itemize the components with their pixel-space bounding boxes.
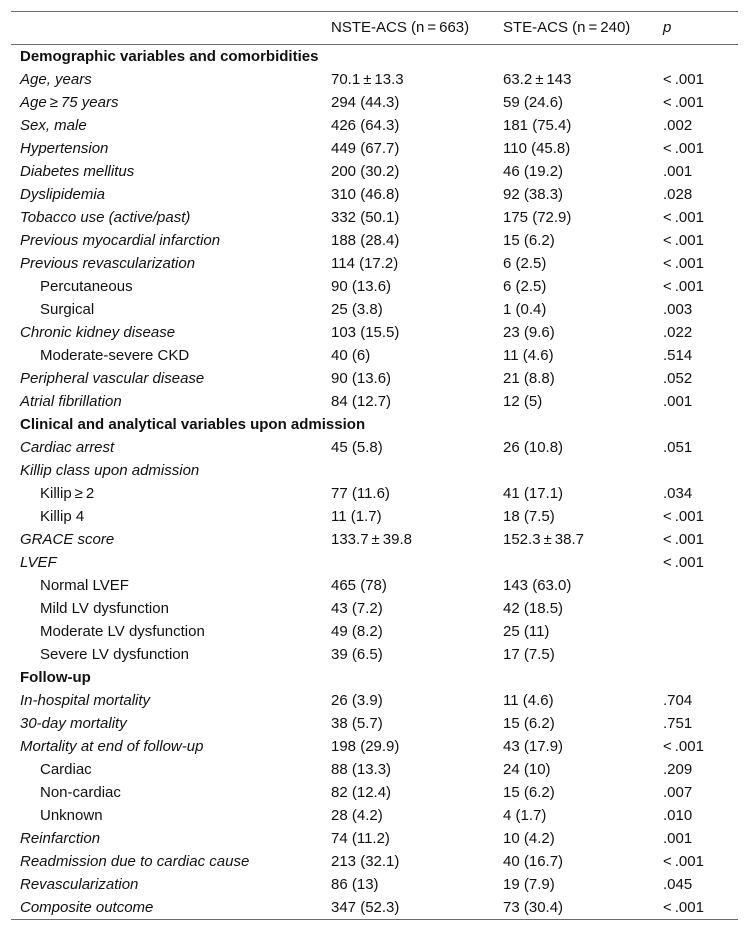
nste-acs-cell: 103 (15.5) (331, 324, 400, 341)
nste-acs-cell: 39 (6.5) (331, 646, 383, 663)
nste-acs-cell: 26 (3.9) (331, 692, 383, 709)
nste-acs-cell (322, 459, 494, 482)
p-value-cell (654, 620, 738, 643)
p-value-cell (654, 597, 738, 620)
p-value-cell: < .001 (663, 140, 704, 157)
ste-acs-cell: 92 (38.3) (503, 186, 564, 203)
variable-cell: 30-day mortality (20, 715, 127, 732)
p-value-cell: .034 (663, 485, 693, 502)
p-value-cell (654, 459, 738, 482)
table-row (11, 781, 738, 804)
p-value-cell: .209 (663, 761, 693, 778)
nste-acs-cell: 45 (5.8) (331, 439, 383, 456)
ste-acs-cell: 18 (7.5) (503, 508, 555, 525)
variable-cell: Killip ≥ 2 (40, 485, 95, 502)
p-value-cell: < .001 (663, 209, 704, 226)
ste-acs-cell: 73 (30.4) (503, 899, 564, 916)
p-value-cell (654, 574, 738, 597)
table-row (11, 758, 738, 781)
table-row (11, 689, 738, 712)
p-value-cell: .010 (663, 807, 693, 824)
p-value-cell: < .001 (663, 899, 704, 916)
ste-acs-cell: 40 (16.7) (503, 853, 564, 870)
variable-cell: Cardiac (40, 761, 92, 778)
p-value-cell: < .001 (663, 232, 704, 249)
p-value-cell: .001 (663, 393, 693, 410)
ste-acs-cell: 23 (9.6) (503, 324, 555, 341)
ste-acs-cell: 41 (17.1) (503, 485, 564, 502)
table-row (11, 183, 738, 206)
ste-acs-cell: 17 (7.5) (503, 646, 555, 663)
ste-acs-cell: 152.3 ± 38.7 (503, 531, 584, 548)
ste-acs-cell: 11 (4.6) (503, 347, 554, 364)
p-value-cell (654, 643, 738, 666)
variable-cell: In-hospital mortality (20, 692, 151, 709)
nste-acs-cell: 200 (30.2) (331, 163, 400, 180)
nste-acs-cell: 90 (13.6) (331, 278, 392, 295)
nste-acs-cell (322, 551, 494, 574)
ste-acs-cell: 42 (18.5) (503, 600, 564, 617)
variable-cell: LVEF (20, 554, 57, 571)
table-row (11, 114, 738, 137)
nste-acs-cell: 82 (12.4) (331, 784, 392, 801)
p-value-cell: .028 (663, 186, 693, 203)
table-row (11, 574, 738, 597)
header-variable (11, 12, 322, 45)
ste-acs-cell: 10 (4.2) (503, 830, 555, 847)
table-row (11, 390, 738, 413)
variable-cell: Hypertension (20, 140, 109, 157)
table-row (11, 206, 738, 229)
variable-cell: Previous myocardial infarction (20, 232, 221, 249)
p-value-cell: .045 (663, 876, 693, 893)
ste-acs-cell: 46 (19.2) (503, 163, 564, 180)
table-row (11, 827, 738, 850)
variable-cell: Previous revascularization (20, 255, 196, 272)
table-header (11, 12, 738, 45)
table-row (11, 160, 738, 183)
variable-cell: Age ≥ 75 years (20, 94, 119, 111)
nste-acs-cell: 294 (44.3) (331, 94, 400, 111)
table-row (11, 804, 738, 827)
ste-acs-cell: 26 (10.8) (503, 439, 564, 456)
ste-acs-cell: 6 (2.5) (503, 278, 547, 295)
nste-acs-cell: 86 (13) (331, 876, 379, 893)
table-row (11, 735, 738, 758)
table-row (11, 275, 738, 298)
variable-cell: Non-cardiac (40, 784, 121, 801)
nste-acs-cell: 198 (29.9) (331, 738, 400, 755)
variable-cell: Peripheral vascular disease (20, 370, 205, 387)
ste-acs-cell: 6 (2.5) (503, 255, 547, 272)
ste-acs-cell (494, 551, 654, 574)
table-row (11, 137, 738, 160)
variable-cell: Normal LVEF (40, 577, 129, 594)
p-value-cell: .022 (663, 324, 693, 341)
ste-acs-cell: 12 (5) (503, 393, 543, 410)
table-row (11, 436, 738, 459)
p-value-cell: < .001 (663, 554, 704, 571)
variable-cell: Reinfarction (20, 830, 101, 847)
variable-cell: Mild LV dysfunction (40, 600, 169, 617)
p-value-cell: < .001 (663, 738, 704, 755)
table-row (11, 528, 738, 551)
ste-acs-cell: 15 (6.2) (503, 715, 555, 732)
nste-acs-cell: 449 (67.7) (331, 140, 400, 157)
table-row (11, 597, 738, 620)
nste-acs-cell: 88 (13.3) (331, 761, 392, 778)
table-row (11, 873, 738, 896)
section-row (11, 45, 738, 69)
variable-cell: Moderate-severe CKD (40, 347, 190, 364)
table-row (11, 551, 738, 574)
header-nste-acs: NSTE-ACS (n = 663) (331, 19, 470, 36)
nste-acs-cell: 74 (11.2) (331, 830, 390, 847)
table-row (11, 321, 738, 344)
table-row (11, 459, 738, 482)
table-row (11, 896, 738, 919)
header-ste-acs: STE-ACS (n = 240) (503, 19, 631, 36)
nste-acs-cell: 133.7 ± 39.8 (331, 531, 412, 548)
section-title: Demographic variables and comorbidities (20, 48, 319, 65)
comparison-table-container (11, 11, 738, 920)
table-row (11, 643, 738, 666)
p-value-cell: < .001 (663, 255, 704, 272)
table-row (11, 482, 738, 505)
table-row (11, 298, 738, 321)
nste-acs-cell: 40 (6) (331, 347, 371, 364)
nste-acs-cell: 70.1 ± 13.3 (331, 71, 404, 88)
p-value-cell: < .001 (663, 71, 704, 88)
header-row (11, 12, 738, 45)
variable-cell: Percutaneous (40, 278, 133, 295)
section-title: Clinical and analytical variables upon admission (20, 416, 366, 433)
nste-acs-cell: 347 (52.3) (331, 899, 400, 916)
ste-acs-cell: 24 (10) (503, 761, 551, 778)
nste-acs-cell: 114 (17.2) (331, 255, 399, 272)
ste-acs-cell: 63.2 ± 143 (503, 71, 572, 88)
p-value-cell: < .001 (663, 278, 704, 295)
variable-cell: Composite outcome (20, 899, 154, 916)
nste-acs-cell: 465 (78) (331, 577, 387, 594)
p-value-cell: .001 (663, 163, 693, 180)
ste-acs-cell: 21 (8.8) (503, 370, 555, 387)
nste-acs-cell: 213 (32.1) (331, 853, 400, 870)
variable-cell: Severe LV dysfunction (40, 646, 189, 663)
variable-cell: Unknown (40, 807, 103, 824)
nste-acs-cell: 426 (64.3) (331, 117, 400, 134)
nste-acs-cell: 77 (11.6) (331, 485, 390, 502)
p-value-cell: .052 (663, 370, 693, 387)
ste-acs-cell: 25 (11) (503, 623, 550, 640)
variable-cell: Atrial fibrillation (20, 393, 122, 410)
variable-cell: Age, years (20, 71, 92, 88)
table-row (11, 252, 738, 275)
nste-acs-cell: 11 (1.7) (331, 508, 382, 525)
ste-acs-cell: 175 (72.9) (503, 209, 572, 226)
nste-acs-cell: 188 (28.4) (331, 232, 400, 249)
ste-acs-cell: 15 (6.2) (503, 784, 555, 801)
table-row (11, 229, 738, 252)
table-row (11, 505, 738, 528)
nste-acs-cell: 38 (5.7) (331, 715, 383, 732)
ste-acs-cell: 181 (75.4) (503, 117, 572, 134)
p-value-cell: .704 (663, 692, 693, 709)
variable-cell: Surgical (40, 301, 95, 318)
variable-cell: Revascularization (20, 876, 139, 893)
ste-acs-cell: 59 (24.6) (503, 94, 564, 111)
nste-acs-cell: 25 (3.8) (331, 301, 383, 318)
nste-acs-cell: 84 (12.7) (331, 393, 392, 410)
variable-cell: GRACE score (20, 531, 115, 548)
p-value-cell: < .001 (663, 94, 704, 111)
variable-cell: Dyslipidemia (20, 186, 106, 203)
table-row (11, 68, 738, 91)
variable-cell: Diabetes mellitus (20, 163, 135, 180)
variable-cell: Chronic kidney disease (20, 324, 176, 341)
p-value-cell: .003 (663, 301, 693, 318)
ste-acs-cell: 4 (1.7) (503, 807, 547, 824)
p-value-cell: < .001 (663, 531, 704, 548)
variable-cell: Tobacco use (active/past) (20, 209, 191, 226)
p-value-cell: .001 (663, 830, 693, 847)
section-title: Follow-up (20, 669, 91, 686)
nste-acs-cell: 49 (8.2) (331, 623, 383, 640)
p-value-cell: .007 (663, 784, 693, 801)
table-row (11, 620, 738, 643)
table-body (11, 45, 738, 920)
ste-acs-cell: 11 (4.6) (503, 692, 554, 709)
ste-acs-cell: 43 (17.9) (503, 738, 564, 755)
p-value-cell: .751 (663, 715, 693, 732)
nste-acs-cell: 28 (4.2) (331, 807, 383, 824)
nste-acs-cell: 332 (50.1) (331, 209, 400, 226)
table-row (11, 367, 738, 390)
header-p-value: p (663, 19, 672, 36)
ste-acs-cell: 110 (45.8) (503, 140, 571, 157)
variable-cell: Moderate LV dysfunction (40, 623, 205, 640)
ste-acs-cell (494, 459, 654, 482)
p-value-cell: .002 (663, 117, 693, 134)
variable-cell: Readmission due to cardiac cause (20, 853, 250, 870)
p-value-cell: < .001 (663, 853, 704, 870)
table-row (11, 344, 738, 367)
variable-cell: Killip class upon admission (20, 462, 200, 479)
p-value-cell: .051 (663, 439, 693, 456)
variable-cell: Mortality at end of follow-up (20, 738, 204, 755)
table-row (11, 712, 738, 735)
nste-acs-cell: 310 (46.8) (331, 186, 400, 203)
nste-acs-cell: 90 (13.6) (331, 370, 392, 387)
ste-acs-cell: 143 (63.0) (503, 577, 572, 594)
p-value-cell: .514 (663, 347, 693, 364)
variable-cell: Cardiac arrest (20, 439, 115, 456)
nste-acs-cell: 43 (7.2) (331, 600, 383, 617)
variable-cell: Sex, male (20, 117, 87, 134)
ste-acs-cell: 15 (6.2) (503, 232, 555, 249)
section-row (11, 666, 738, 689)
ste-acs-cell: 1 (0.4) (503, 301, 547, 318)
variable-cell: Killip 4 (40, 508, 85, 525)
section-row (11, 413, 738, 436)
table-row (11, 850, 738, 873)
p-value-cell: < .001 (663, 508, 704, 525)
comparison-table (11, 12, 738, 919)
ste-acs-cell: 19 (7.9) (503, 876, 555, 893)
table-row (11, 91, 738, 114)
